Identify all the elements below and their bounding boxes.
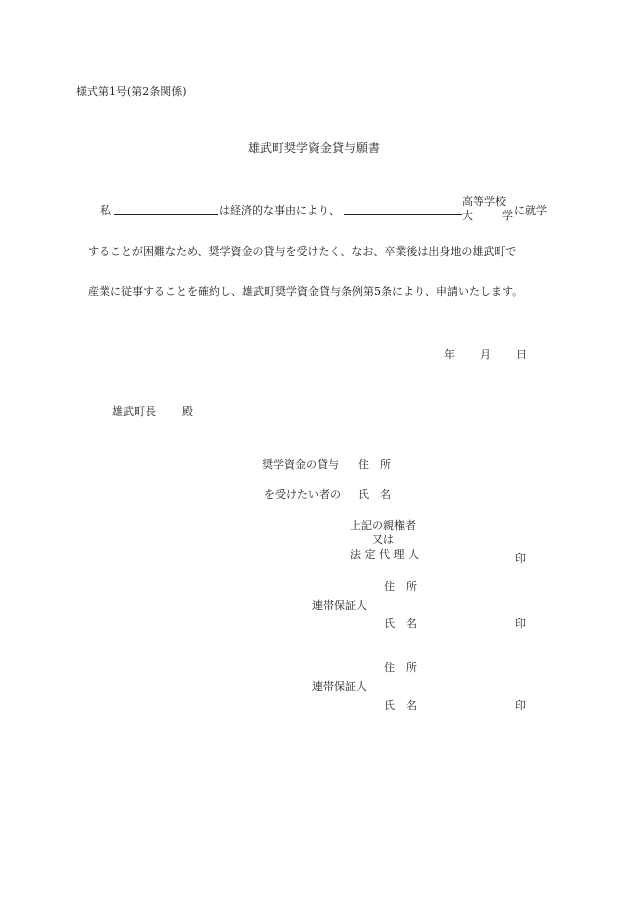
body-text-1: は経済的な事由により、 [219,204,340,217]
school-type-lower-1: 大 [462,209,473,222]
guarantor-2-address-label: 住 所 [384,661,417,674]
guarantor-1-label: 連帯保証人 [312,599,367,612]
guarantor-1-seal: 印 [515,617,526,630]
school-name-blank[interactable] [344,214,462,215]
date-year: 年 [444,348,455,361]
school-type-lower-2: 学 [502,209,513,222]
applicant-name-label: 氏 名 [358,488,391,501]
school-type-upper: 高等学校 [462,195,506,208]
guarantor-2-label: 連帯保証人 [312,680,367,693]
guardian-seal: 印 [515,552,526,565]
date-month: 月 [480,348,491,361]
guarantor-2-seal: 印 [515,699,526,712]
guardian-line-3: 法 定 代 理 人 [350,548,419,561]
date-day: 日 [516,348,527,361]
guarantor-2-name-label: 氏 名 [384,699,417,712]
applicant-label-1: 奨学資金の貸与 [262,458,339,471]
body-text-2: に就学 [514,204,547,217]
addressee-name: 雄武町長 [112,405,156,418]
applicant-address-label: 住 所 [358,458,391,471]
guarantor-1-name-label: 氏 名 [384,617,417,630]
body-line-2: することが困難なため、奨学資金の貸与を受けたく、なお、卒業後は出身地の雄武町で [88,245,517,258]
body-line-3: 産業に従事することを確約し、雄武町奨学資金貸与条例第5条により、申請いたします。 [88,285,524,298]
guarantor-1-address-label: 住 所 [384,580,417,593]
applicant-name-blank[interactable] [114,214,218,215]
applicant-label-2: を受けたい者の [264,488,341,501]
addressee-honorific: 殿 [182,405,193,418]
form-number: 様式第1号(第2条関係) [76,85,187,98]
guardian-line-2: 又は [372,533,394,546]
document-title: 雄武町奨学資金貸与願書 [248,141,381,155]
watashi-label: 私 [100,204,111,217]
guardian-line-1: 上記の親権者 [350,519,416,532]
